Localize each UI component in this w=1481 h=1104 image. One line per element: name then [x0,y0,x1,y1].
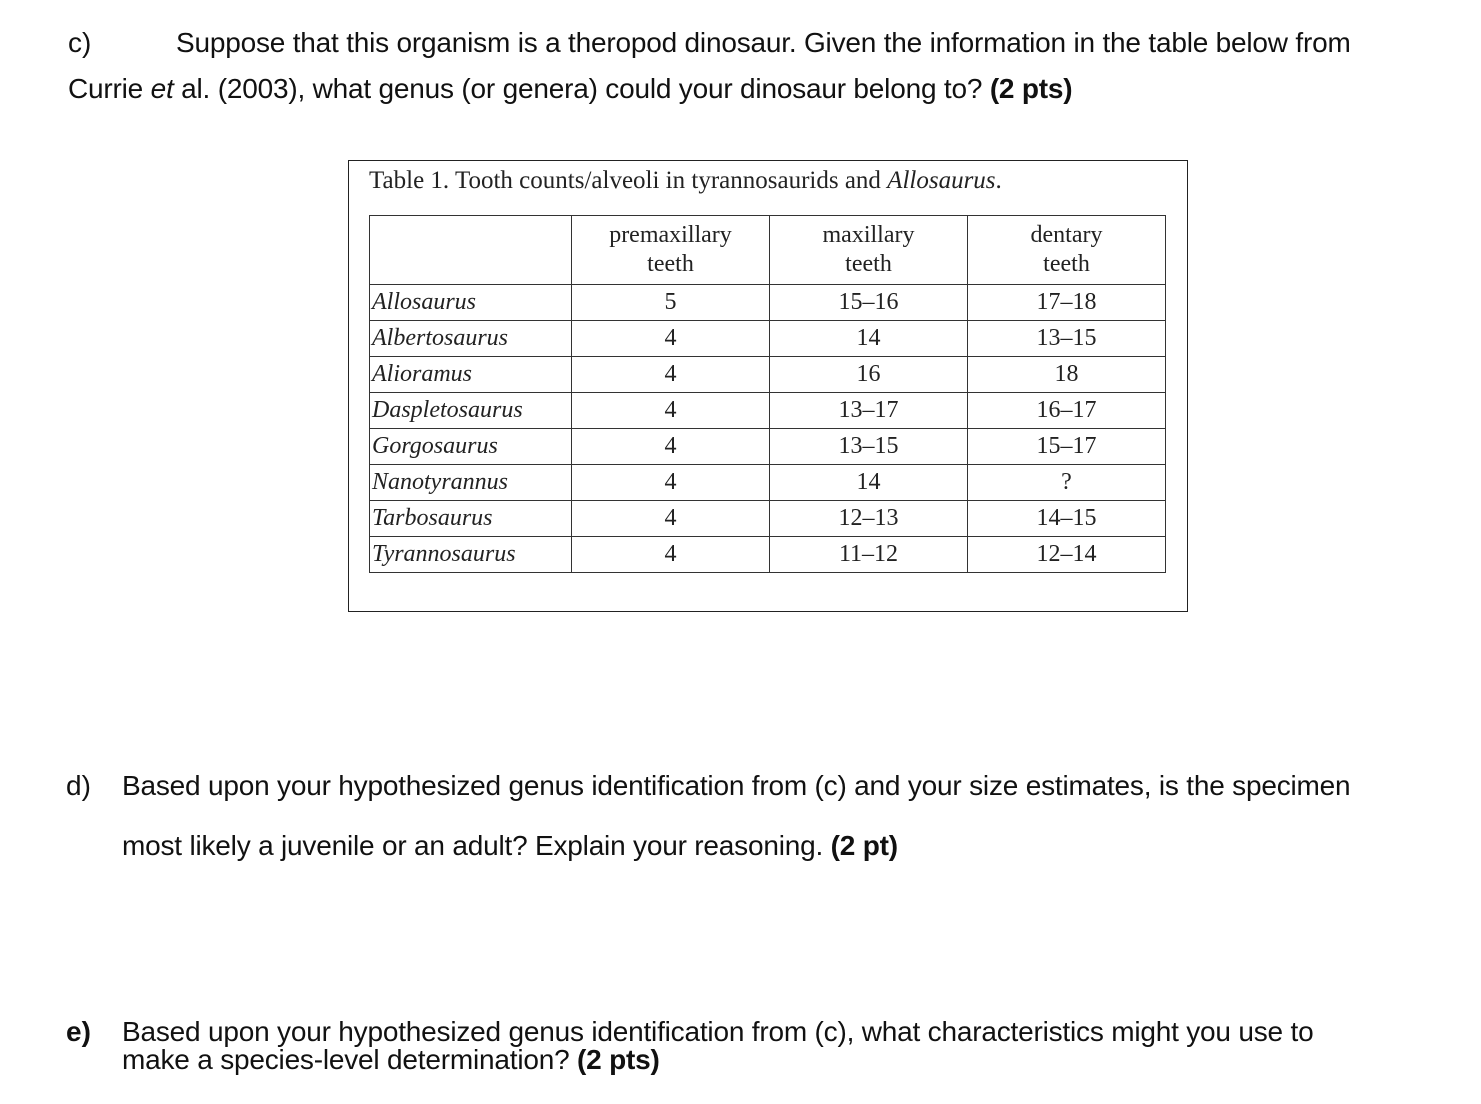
cell-genus: Alioramus [370,357,572,393]
question-d-line2 [122,829,898,863]
question-c-text-a: Currie [68,73,151,104]
cell-dentary: 18 [968,357,1166,393]
cell-premaxillary: 4 [572,321,770,357]
cell-premaxillary: 4 [572,393,770,429]
cell-maxillary: 13–15 [770,429,968,465]
table-caption-italic: Allosaurus [887,167,996,194]
cell-dentary: 15–17 [968,429,1166,465]
table-figure [348,160,1188,612]
cell-dentary: 12–14 [968,537,1166,573]
question-c-label: c) [68,27,92,58]
header-premaxillary-line1: premaxillary [609,222,732,248]
table-row [370,357,1166,393]
question-c-text-c: al. (2003), what genus (or genera) could your dinosaur belong to? [173,73,990,104]
cell-dentary: 17–18 [968,285,1166,321]
cell-genus: Tyrannosaurus [370,537,572,573]
question-d-label: d) [66,770,91,801]
question-c-line2 [68,72,1072,106]
cell-dentary: ? [968,465,1166,501]
header-dentary-line1: dentary [1030,222,1103,248]
table-row [370,393,1166,429]
header-maxillary-line1: maxillary [822,222,915,248]
table-row [370,429,1166,465]
table-row [370,321,1166,357]
header-dentary [968,216,1166,285]
cell-maxillary: 15–16 [770,285,968,321]
table-row [370,537,1166,573]
cell-maxillary: 16 [770,357,968,393]
cell-premaxillary: 4 [572,357,770,393]
table-caption-suffix: . [995,167,1002,194]
question-c-line1: Suppose that this organism is a theropod dinosaur. Given the information in the table below from [176,27,1351,58]
cell-maxillary: 11–12 [770,537,968,573]
cell-dentary: 14–15 [968,501,1166,537]
header-dentary-line2: teeth [1043,251,1090,277]
header-maxillary-line2: teeth [845,251,892,277]
cell-premaxillary: 5 [572,285,770,321]
cell-dentary: 16–17 [968,393,1166,429]
header-maxillary [770,216,968,285]
cell-genus: Allosaurus [370,285,572,321]
question-d-text: most likely a juvenile or an adult? Explain your reasoning. [122,830,831,861]
cell-premaxillary: 4 [572,465,770,501]
cell-genus: Gorgosaurus [370,429,572,465]
cell-genus: Nanotyrannus [370,465,572,501]
cell-premaxillary: 4 [572,537,770,573]
cell-dentary: 13–15 [968,321,1166,357]
question-e-text: make a species-level determination? [122,1044,578,1075]
header-premaxillary-line2: teeth [647,251,694,277]
cell-maxillary: 14 [770,465,968,501]
cell-genus: Daspletosaurus [370,393,572,429]
cell-maxillary: 12–13 [770,501,968,537]
table-header-row [370,216,1166,285]
question-c-points: (2 pts) [989,73,1073,104]
tooth-count-table [369,215,1166,573]
table-caption [369,165,1002,197]
question-e-line1: Based upon your hypothesized genus identification from (c), what characteristics might you use to [122,1016,1314,1047]
question-d-line1: Based upon your hypothesized genus identification from (c) and your size estimates, is the specimen [122,770,1351,801]
cell-genus: Tarbosaurus [370,501,572,537]
table-row [370,501,1166,537]
cell-genus: Albertosaurus [370,321,572,357]
header-premaxillary [572,216,770,285]
table-row [370,465,1166,501]
question-e-label: e) [66,1016,91,1047]
cell-premaxillary: 4 [572,429,770,465]
table-caption-prefix: Table 1. Tooth counts/alveoli in tyrannosaurids and [369,167,888,194]
question-e-line2 [122,1043,660,1077]
question-c-text-et: et [150,73,174,104]
cell-premaxillary: 4 [572,501,770,537]
question-e-points: (2 pts) [577,1044,660,1075]
cell-maxillary: 14 [770,321,968,357]
question-d-points: (2 pt) [830,830,898,861]
header-genus [370,216,572,285]
cell-maxillary: 13–17 [770,393,968,429]
table-row [370,285,1166,321]
